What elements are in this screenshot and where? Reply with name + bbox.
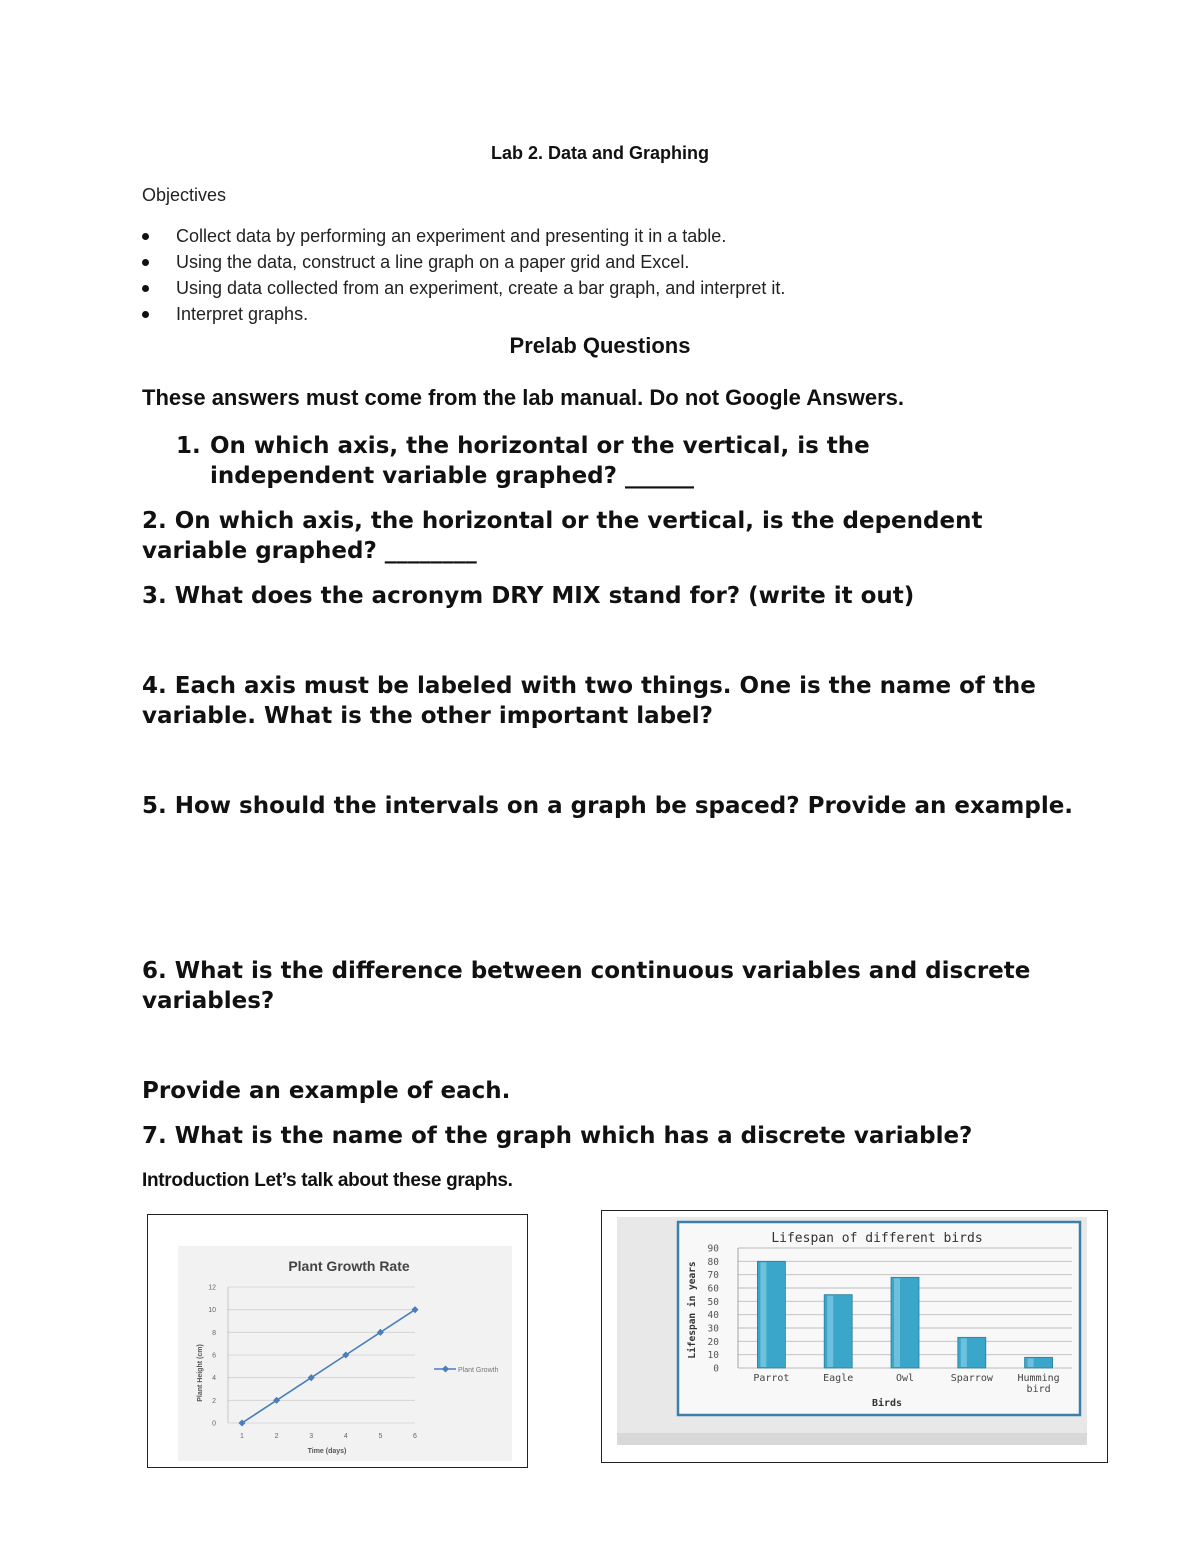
x-tick-label: 5 bbox=[378, 1433, 383, 1440]
bar-highlight bbox=[1028, 1358, 1034, 1367]
objectives-label: Objectives bbox=[142, 185, 227, 205]
provide-example: Provide an example of each. bbox=[142, 1078, 511, 1104]
chart-title: Plant Growth Rate bbox=[288, 1258, 410, 1274]
chart-shadow bbox=[617, 1433, 1087, 1445]
y-tick-label: 10 bbox=[208, 1307, 216, 1315]
bar-highlight bbox=[961, 1338, 967, 1367]
question-3: 3. What does the acronym DRY MIX stand for? (write it out) bbox=[142, 583, 915, 609]
question-6: 6. What is the difference between continuous variables and discrete variables? bbox=[142, 958, 1031, 1014]
list-item bbox=[142, 251, 785, 277]
y-tick-label: 80 bbox=[707, 1256, 719, 1268]
y-tick-label: 10 bbox=[707, 1350, 719, 1362]
y-tick-label: 90 bbox=[707, 1243, 719, 1255]
objective-text: Using the data, construct a line graph on a paper grid and Excel. bbox=[176, 252, 690, 272]
y-tick-label: 6 bbox=[212, 1352, 216, 1360]
question-text-continued: independent variable graphed? ______ bbox=[210, 463, 694, 489]
bullet-icon bbox=[142, 259, 149, 266]
x-tick-label: 1 bbox=[240, 1433, 244, 1440]
question-4: 4. Each axis must be labeled with two things. One is the name of the variable. What is the other important label? bbox=[142, 673, 1036, 729]
bullet-icon bbox=[142, 311, 149, 318]
y-axis-label: Plant Height (cm) bbox=[197, 1344, 204, 1402]
y-tick-label: 12 bbox=[208, 1284, 216, 1292]
objectives-list bbox=[142, 225, 785, 329]
bar-highlight bbox=[894, 1278, 900, 1367]
legend-label: Plant Growth bbox=[458, 1367, 499, 1374]
objective-text: Collect data by performing an experiment and presenting it in a table. bbox=[176, 226, 727, 246]
y-tick-label: 70 bbox=[707, 1270, 719, 1282]
y-tick-label: 8 bbox=[212, 1329, 216, 1337]
question-1 bbox=[176, 431, 976, 491]
plant-growth-line-chart bbox=[148, 1215, 527, 1467]
x-axis-label: Birds bbox=[871, 1398, 903, 1409]
bar-highlight bbox=[760, 1262, 766, 1367]
x-axis-label: Time (days) bbox=[307, 1448, 347, 1455]
y-tick-label: 4 bbox=[212, 1375, 216, 1383]
x-tick-label: 3 bbox=[309, 1433, 314, 1440]
list-item bbox=[142, 277, 785, 303]
x-tick-label: 6 bbox=[413, 1433, 417, 1440]
introduction-text: Introduction Let’s talk about these graphs. bbox=[142, 1170, 513, 1191]
question-2: 2. On which axis, the horizontal or the vertical, is the dependent variable graphed? ________ bbox=[142, 508, 983, 564]
question-text: On which axis, the horizontal or the vertical, is the bbox=[210, 433, 870, 459]
page-title: Lab 2. Data and Graphing bbox=[490, 143, 710, 163]
y-tick-label: 0 bbox=[212, 1420, 216, 1428]
bullet-icon bbox=[142, 285, 149, 292]
bar-highlight bbox=[827, 1296, 833, 1367]
y-tick-label: 50 bbox=[707, 1296, 719, 1308]
question-5: 5. How should the intervals on a graph be spaced? Provide an example. bbox=[142, 793, 1074, 819]
x-category-label: Humming bbox=[1017, 1373, 1060, 1384]
prelab-heading: Prelab Questions bbox=[509, 333, 691, 358]
warning-note: These answers must come from the lab manual. Do not Google Answers. bbox=[142, 385, 905, 410]
bullet-icon bbox=[142, 233, 149, 240]
x-category-label: Eagle bbox=[823, 1373, 854, 1384]
question-number: 1. bbox=[176, 433, 201, 459]
y-tick-label: 0 bbox=[713, 1363, 719, 1375]
y-tick-label: 40 bbox=[707, 1310, 719, 1322]
objective-text: Using data collected from an experiment, create a bar graph, and interpret it. bbox=[176, 278, 786, 298]
bar-chart-frame bbox=[601, 1210, 1108, 1463]
y-tick-label: 20 bbox=[707, 1336, 719, 1348]
line-chart-frame bbox=[147, 1214, 528, 1468]
x-tick-label: 2 bbox=[274, 1433, 279, 1440]
x-category-label: bird bbox=[1026, 1384, 1051, 1395]
list-item bbox=[142, 225, 785, 251]
y-tick-label: 30 bbox=[707, 1323, 719, 1335]
question-7: 7. What is the name of the graph which has a discrete variable? bbox=[142, 1123, 973, 1149]
x-category-label: Parrot bbox=[753, 1373, 790, 1384]
y-tick-label: 60 bbox=[707, 1283, 719, 1295]
bird-lifespan-bar-chart bbox=[602, 1211, 1107, 1462]
y-axis-label: Lifespan in years bbox=[687, 1261, 698, 1359]
objective-text: Interpret graphs. bbox=[176, 304, 309, 324]
y-tick-label: 2 bbox=[212, 1397, 216, 1405]
chart-title: Lifespan of different birds bbox=[771, 1231, 983, 1246]
x-category-label: Sparrow bbox=[950, 1373, 993, 1384]
x-tick-label: 4 bbox=[343, 1433, 348, 1440]
x-category-label: Owl bbox=[895, 1373, 915, 1384]
list-item bbox=[142, 303, 785, 329]
